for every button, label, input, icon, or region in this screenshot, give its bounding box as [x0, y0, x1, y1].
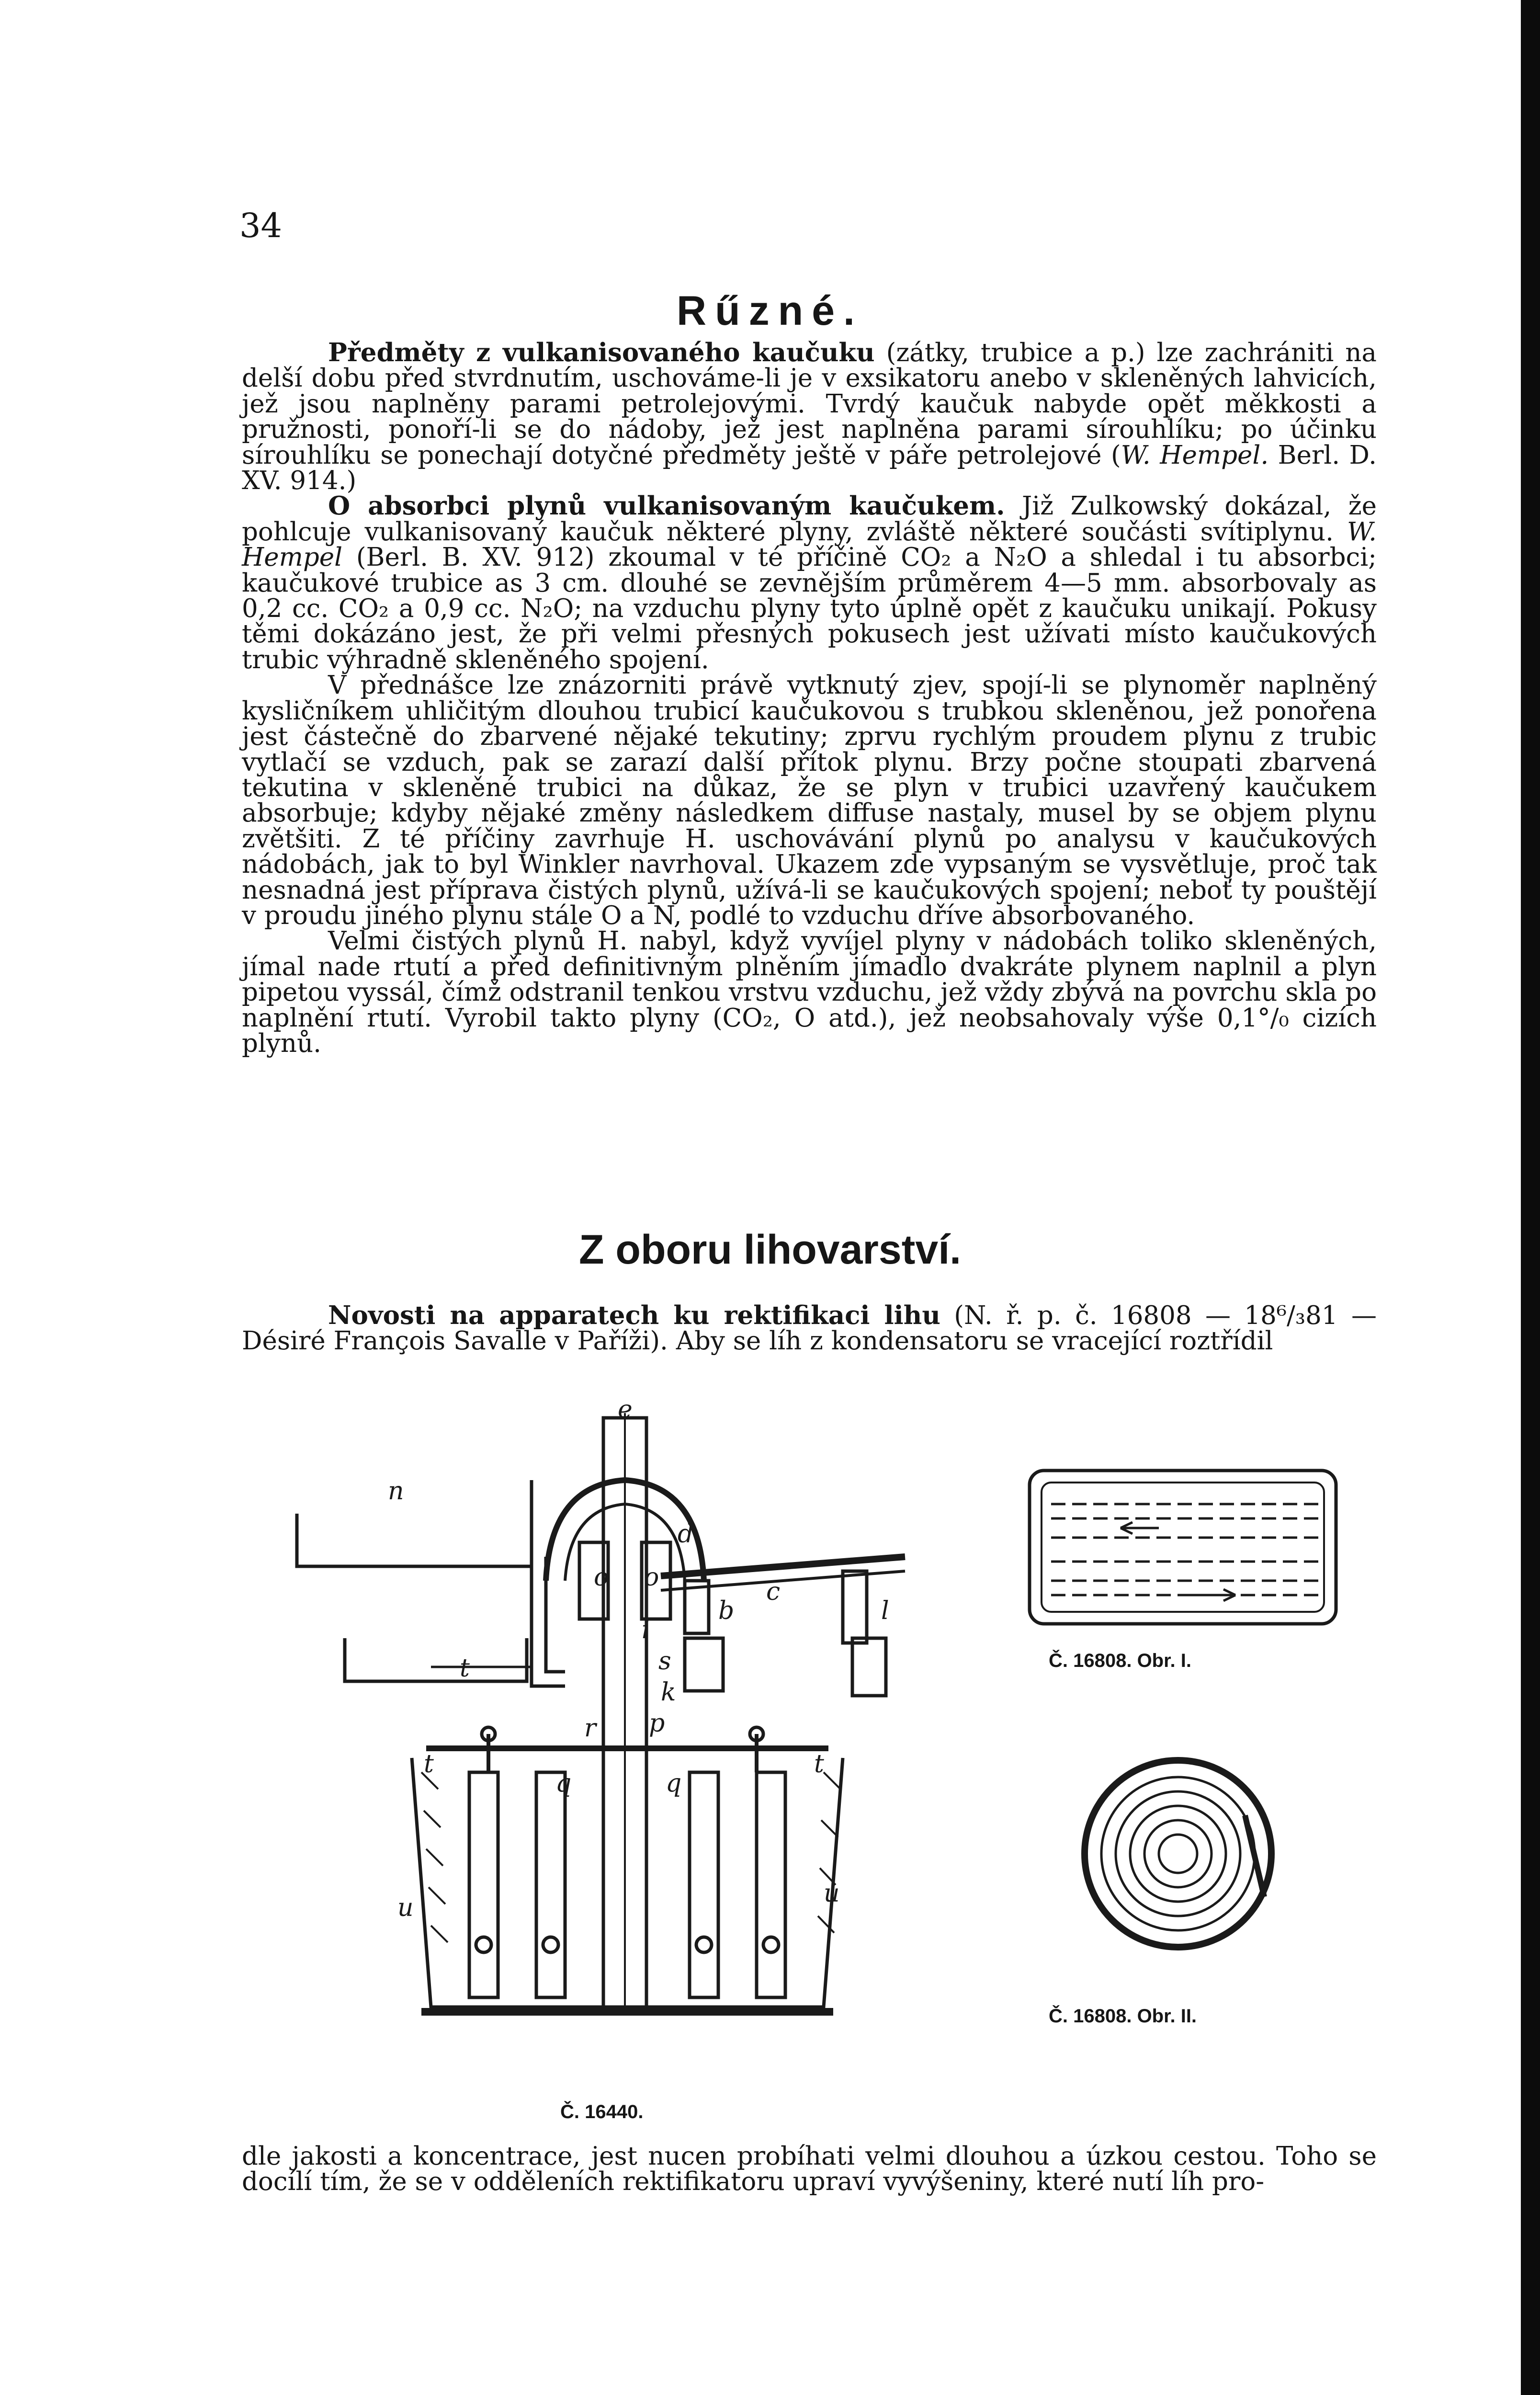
label-u-left: u: [397, 1893, 414, 1922]
page-number: 34: [239, 206, 283, 245]
label-c: c: [766, 1577, 781, 1606]
label-t-left: t: [424, 1750, 434, 1779]
figure-caption-16440: Č. 16440.: [560, 2101, 644, 2122]
paragraph-text: (Berl. B. XV. 912) zkoumal v té příčině CO₂ a N₂O a shledal i tu absorbci; kaučukové trubice as 3 cm. dlouhé se zevnějším průměrem 4—5 mm. absorbovaly as 0,2 cc. CO₂ a 0,9 cc. N₂O; na vzduchu plyny tyto úplně opět z kaučuku unikají. Pokusy těmi dokázáno jest, že při velmi přesných pokusech jest užívati místo kaučukových trubic výhradně skleněného spojení.: [242, 543, 1377, 674]
paragraph-text: Berl. D. XV. 914.): [242, 440, 1377, 496]
paragraph-continuation: dle jakosti a koncentrace, jest nucen probíhati velmi dlouhou a úzkou cestou. Toho se docílí tím, že se v odděleních rektifikatoru upraví vyvýšeniny, které nutí líh pro-: [242, 2142, 1377, 2197]
label-q-right: q: [666, 1769, 682, 1798]
label-d: d: [678, 1520, 694, 1549]
label-p: p: [649, 1709, 665, 1738]
author-reference: W. Hempel.: [1121, 440, 1269, 470]
label-l: l: [881, 1597, 889, 1625]
paragraph-lead: Předměty z vulkanisovaného kaučuku: [328, 338, 875, 367]
figure-caption-16808-obr-1: Č. 16808. Obr. I.: [1049, 1650, 1191, 1671]
label-t-right: t: [814, 1750, 824, 1779]
paragraph-lead: Novosti na apparatech ku rektifikaci lihu: [328, 1300, 940, 1330]
section-lihovarstvi-continuation: [242, 2144, 1377, 2195]
label-o-right: o: [644, 1563, 659, 1592]
label-k: k: [661, 1678, 676, 1707]
label-b: b: [718, 1597, 735, 1625]
section-title-lihovarstvi: Z oboru lihovarství.: [579, 1227, 961, 1273]
paragraph-ciste-plyny: Velmi čistých plynů H. nabyl, když vyvíjel plyny v nádobách toliko skleněných, jímal nade rtutí a před definitivným plněním jímadlo dvakráte plynem naplnil a plyn pipetou vyssál, čímž odstranil tenkou vrstvu vzduchu, jež vždy zbývá na povrchu skla po naplnění rtutí. Vyrobil takto plyny (CO₂, O atd.), jež neobsahovaly výše 0,1°/₀ cizích plynů.: [242, 926, 1377, 1058]
section-title-ruzne: Rűzné.: [677, 288, 863, 334]
disc-ring: [1159, 1835, 1197, 1873]
paragraph-text: (N. ř. p. č. 16808 — 18⁶/₃81 — Désiré François Savalle v Paříži). Aby se líh z kondensatoru se vracející roztřídil: [242, 1301, 1377, 1356]
label-t-upper: t: [460, 1654, 470, 1683]
label-e: e: [618, 1395, 633, 1424]
disc-ring: [1116, 1791, 1240, 1916]
disc-ring: [1144, 1820, 1212, 1887]
paragraph-lead: O absorbci plynů vulkanisovaným kaučukem.: [328, 491, 1005, 521]
label-s: s: [658, 1647, 671, 1676]
label-o-left: o: [594, 1563, 609, 1592]
paragraph-text: (zátky, trubice a p.) lze zachrániti na delší dobu před stvrdnutím, uschováme-li je v exsikatoru anebo v skleněných lahvicích, jež jsou naplněny parami petrolejovými. Tvrdý kaučuk nabyde opět měkkosti a pružnosti, ponoří-li se do nádoby, jež jest naplněna parami sírouhlíku; po účinku sírouhlíku se ponechají dotyčné předměty ještě v páře petrolejové (: [242, 338, 1377, 470]
label-u-right: u: [824, 1879, 840, 1908]
paragraph-prednaska: V přednášce lze znázorniti právě vytknutý zjev, spojí-li se plynoměr naplněný kysličníkem uhličitým dlouhou trubicí kaučukovou s trubkou skleněnou, jež ponořena jest částečně do zbarvené nějaké tekutiny; zprvu rychlým proudem plynu z trubic vytlačí se vzduch, pak se zarazí další přítok plynu. Brzy počne stoupati zbarvená tekutina v skleněné trubici na důkaz, že se plyn v trubici uzavřený kaučukem absorbuje; kdyby nějaké změny následkem diffuse nastaly, musel by se objem plynu zvětšiti. Z té příčiny zavrhuje H. uschovávání plynů po analysu v kaučukových nádobách, jak to byl Winkler navrhoval. Ukazem zde vypsaným se vysvětluje, proč tak nesnadná jest příprava čistých plynů, užívá-li se kaučukových spojení; neboť ty pouštějí v proudu jiného plynu stále O a N, podlé to vzduchu dříve absorbovaného.: [242, 671, 1377, 930]
figure-caption-16808-obr-2: Č. 16808. Obr. II.: [1049, 2006, 1197, 2027]
disc-outer: [1085, 1760, 1271, 1947]
label-i: i: [642, 1616, 650, 1644]
disc-ring: [1101, 1777, 1255, 1930]
label-q-left: q: [555, 1769, 572, 1798]
paragraph-text: Již Zulkowský dokázal, že pohlcuje vulkanisovaný kaučuk některé plyny, zvláště některé součásti svítiplynu.: [242, 491, 1377, 547]
label-r: r: [584, 1714, 596, 1743]
author-reference: W. Hempel: [242, 517, 1377, 572]
label-n: n: [388, 1477, 404, 1505]
